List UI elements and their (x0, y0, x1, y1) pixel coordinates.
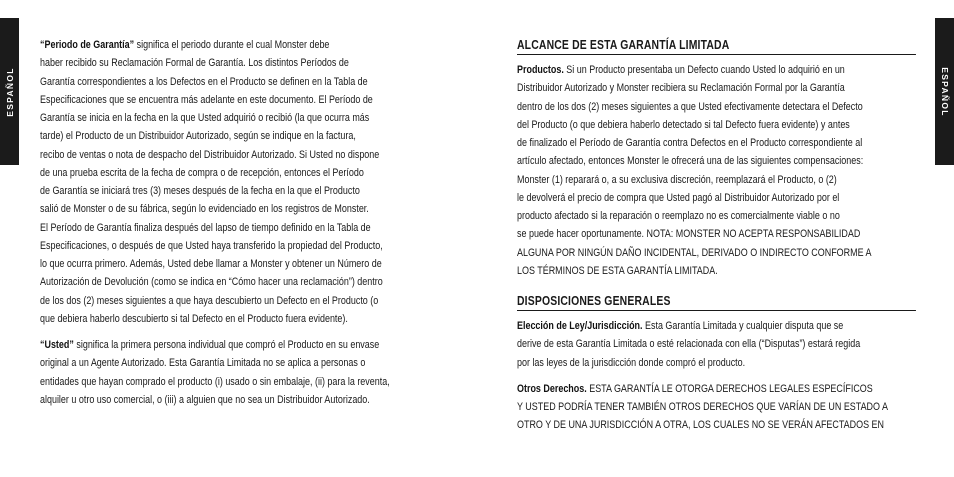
text-line: Especificaciones, o después de que Usted haya transferido la propiedad del Producto, (40, 239, 383, 252)
term-other-rights: Otros Derechos. (517, 382, 587, 395)
text-line: Monster (1) reparará o, a su exclusiva discreción, reemplazará el Producto, o (2) (517, 173, 837, 186)
term-products: Productos. (517, 64, 564, 76)
text-line: que debiera haberlo descubierto si tal Defecto en el Producto fuera evidente). (40, 312, 348, 325)
text-line: derive de esta Garantía Limitada o esté relacionada con ella (“Disputas”) estará regida (517, 338, 861, 351)
law-jurisdiction-paragraph (517, 317, 916, 372)
section-heading-general: DISPOSICIONES GENERALES (517, 292, 916, 311)
text-line: se puede hacer oportunamente. NOTA: MONSTER NO ACEPTA RESPONSABILIDAD (517, 228, 861, 241)
text-line: de Garantía se iniciará tres (3) meses después de la fecha en la que el Producto (40, 185, 360, 197)
text-line: Distribuidor Autorizado y Monster recibiera su Reclamación Formal por la Garantía (517, 82, 845, 95)
text-line: OTRO Y DE UNA JURISDICCIÓN A OTRA, LOS CUALES NO SE VERÁN AFECTADOS EN (517, 419, 885, 432)
other-rights-paragraph (517, 380, 916, 435)
text-line: de una prueba escrita de la fecha de compra o de recepción, entonces el Período (40, 166, 364, 179)
left-column (40, 36, 439, 409)
text-line: de finalizado el Período de Garantía contra Defectos en el Producto correspondiente al (517, 137, 863, 149)
you-definition-paragraph (40, 336, 439, 409)
text-line: Autorización de Devolución (como se indica en “Cómo hacer una reclamación”) dentro (40, 276, 383, 289)
text-line: Especificaciones que se encuentra más adelante en este documento. El Período de (40, 93, 373, 106)
term-law-jurisdiction: Elección de Ley/Jurisdicción. (517, 320, 643, 332)
text-line: Si un Producto presentaba un Defecto cuando Usted lo adquirió en un (566, 64, 845, 76)
text-line: haber recibido su Reclamación Formal de Garantía. Los distintos Períodos de (40, 57, 349, 70)
text-line: le devolverá el precio de compra que Usted pagó al Distribuidor Autorizado por el (517, 191, 840, 204)
language-tab-label: ESPAÑOL (939, 66, 950, 117)
text-line: El Período de Garantía finaliza después del lapso de tiempo definido en la Tabla de (40, 221, 371, 234)
language-tab-right (935, 18, 954, 165)
language-tab-left (0, 18, 19, 165)
text-line: Esta Garantía Limitada y cualquier disputa que se (645, 320, 844, 332)
text-line: Y USTED PODRÍA TENER TAMBIÉN OTROS DERECHOS QUE VARÍAN DE UN ESTADO A (517, 401, 888, 413)
term-warranty-period: “Periodo de Garantía” (40, 39, 135, 51)
products-paragraph (517, 61, 916, 280)
text-line: LOS TÉRMINOS DE ESTA GARANTÍA LIMITADA. (517, 264, 718, 277)
text-line: recibo de ventas o nota de despacho del Distribuidor Autorizado. Si Usted no dispone (40, 148, 380, 161)
text-line: entidades que hayan comprado el producto (i) usado o sin embalaje, (ii) para la reventa, (40, 375, 390, 388)
warranty-period-paragraph (40, 36, 439, 328)
text-line: del Producto (o que debiera haberlo detectado si tal Defecto fuera evidente) y antes (517, 118, 850, 131)
text-line: de los dos (2) meses siguientes a que haya descubierto un Defecto en el Producto (o (40, 294, 379, 307)
text-line: artículo afectado, entonces Monster le ofrecerá una de las siguientes compensaciones: (517, 155, 864, 168)
text-line: significa el periodo durante el cual Monster debe (136, 39, 330, 51)
language-tab-label: ESPAÑOL (4, 66, 15, 117)
text-line: Garantía se inicia en la fecha en la que Usted adquirió o recibió (la que ocurra más (40, 112, 370, 124)
text-line: dentro de los dos (2) meses siguientes a que Usted efectivamente detectara el Defecto (517, 100, 863, 113)
text-line: tarde) el Producto de un Distribuidor Autorizado, según se indique en la factura, (40, 130, 356, 143)
text-line: alquiler u otro uso comercial, o (iii) a alguien que no sea un Distribuidor Autorizado. (40, 393, 370, 406)
text-line: producto afectado si la reparación o reemplazo no es comercialmente viable o no (517, 210, 840, 222)
text-line: lo que ocurra primero. Además, Usted debe llamar a Monster y obtener un Número de (40, 258, 382, 270)
text-line: por las leyes de la jurisdicción donde compró el producto. (517, 356, 746, 369)
text-line: Garantía correspondientes a los Defectos en el Producto se definen en la Tabla de (40, 75, 368, 88)
text-line: ALGUNA POR NINGÚN DAÑO INCIDENTAL, DERIVADO O INDIRECTO CONFORME A (517, 246, 872, 259)
text-line: ESTA GARANTÍA LE OTORGA DERECHOS LEGALES ESPECÍFICOS (589, 382, 873, 395)
section-heading-scope: ALCANCE DE ESTA GARANTÍA LIMITADA (517, 36, 916, 55)
text-line: significa la primera persona individual que compró el Producto en su envase (76, 339, 380, 351)
term-you: “Usted” (40, 339, 74, 351)
right-column (517, 36, 916, 435)
text-line: salió de Monster o de su fábrica, según lo evidenciado en los registros de Monster. (40, 203, 369, 216)
text-line: original a un Agente Autorizado. Esta Garantía Limitada no se aplica a personas o (40, 357, 366, 370)
